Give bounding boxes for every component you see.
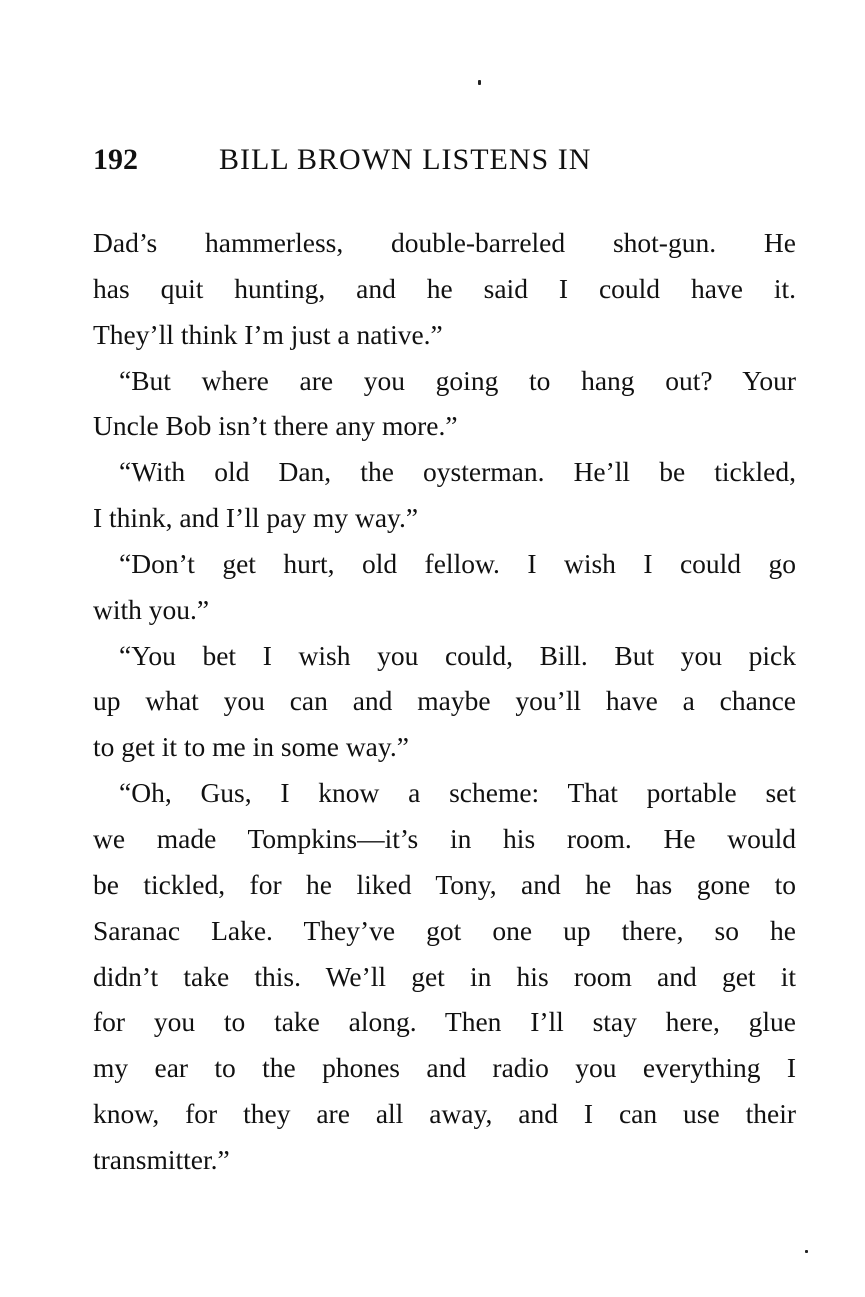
- text-line: didn’t take this. We’ll get in his room and get it: [93, 960, 796, 992]
- text-line: “With old Dan, the oysterman. He’ll be tickled,: [119, 456, 796, 488]
- text-line: “You bet I wish you could, Bill. But you pick: [119, 639, 796, 671]
- text-line: my ear to the phones and radio you everything I: [93, 1052, 796, 1084]
- text-line: “Oh, Gus, I know a scheme: That portable set: [119, 777, 796, 809]
- text-line: has quit hunting, and he said I could have it.: [93, 272, 796, 304]
- text-line: be tickled, for he liked Tony, and he has gone to: [93, 868, 796, 900]
- text-line: Uncle Bob isn’t there any more.”: [93, 410, 458, 442]
- text-line: to get it to me in some way.”: [93, 731, 409, 763]
- text-line: “Don’t get hurt, old fellow. I wish I could go: [119, 547, 796, 579]
- text-line: Dad’s hammerless, double-barreled shot-gun. He: [93, 227, 796, 258]
- body-text: [93, 220, 796, 1180]
- text-line: “But where are you going to hang out? Your: [119, 364, 796, 396]
- page-number: 192: [93, 143, 138, 176]
- text-line: transmitter.”: [93, 1143, 230, 1175]
- text-line: with you.”: [93, 593, 210, 625]
- text-line: They’ll think I’m just a native.”: [93, 318, 443, 350]
- text-line: we made Tompkins—it’s in his room. He would: [93, 822, 796, 854]
- text-line: up what you can and maybe you’ll have a chance: [93, 685, 796, 717]
- text-line: know, for they are all away, and I can use their: [93, 1098, 796, 1130]
- running-head: BILL BROWN LISTENS IN: [219, 143, 592, 176]
- text-line: for you to take along. Then I’ll stay here, glue: [93, 1006, 796, 1038]
- text-line: I think, and I’ll pay my way.”: [93, 502, 419, 534]
- ink-speck-top: [478, 80, 481, 85]
- page-header: [93, 140, 713, 180]
- text-line: Saranac Lake. They’ve got one up there, so he: [93, 914, 796, 946]
- ink-speck-bottom: [805, 1250, 808, 1253]
